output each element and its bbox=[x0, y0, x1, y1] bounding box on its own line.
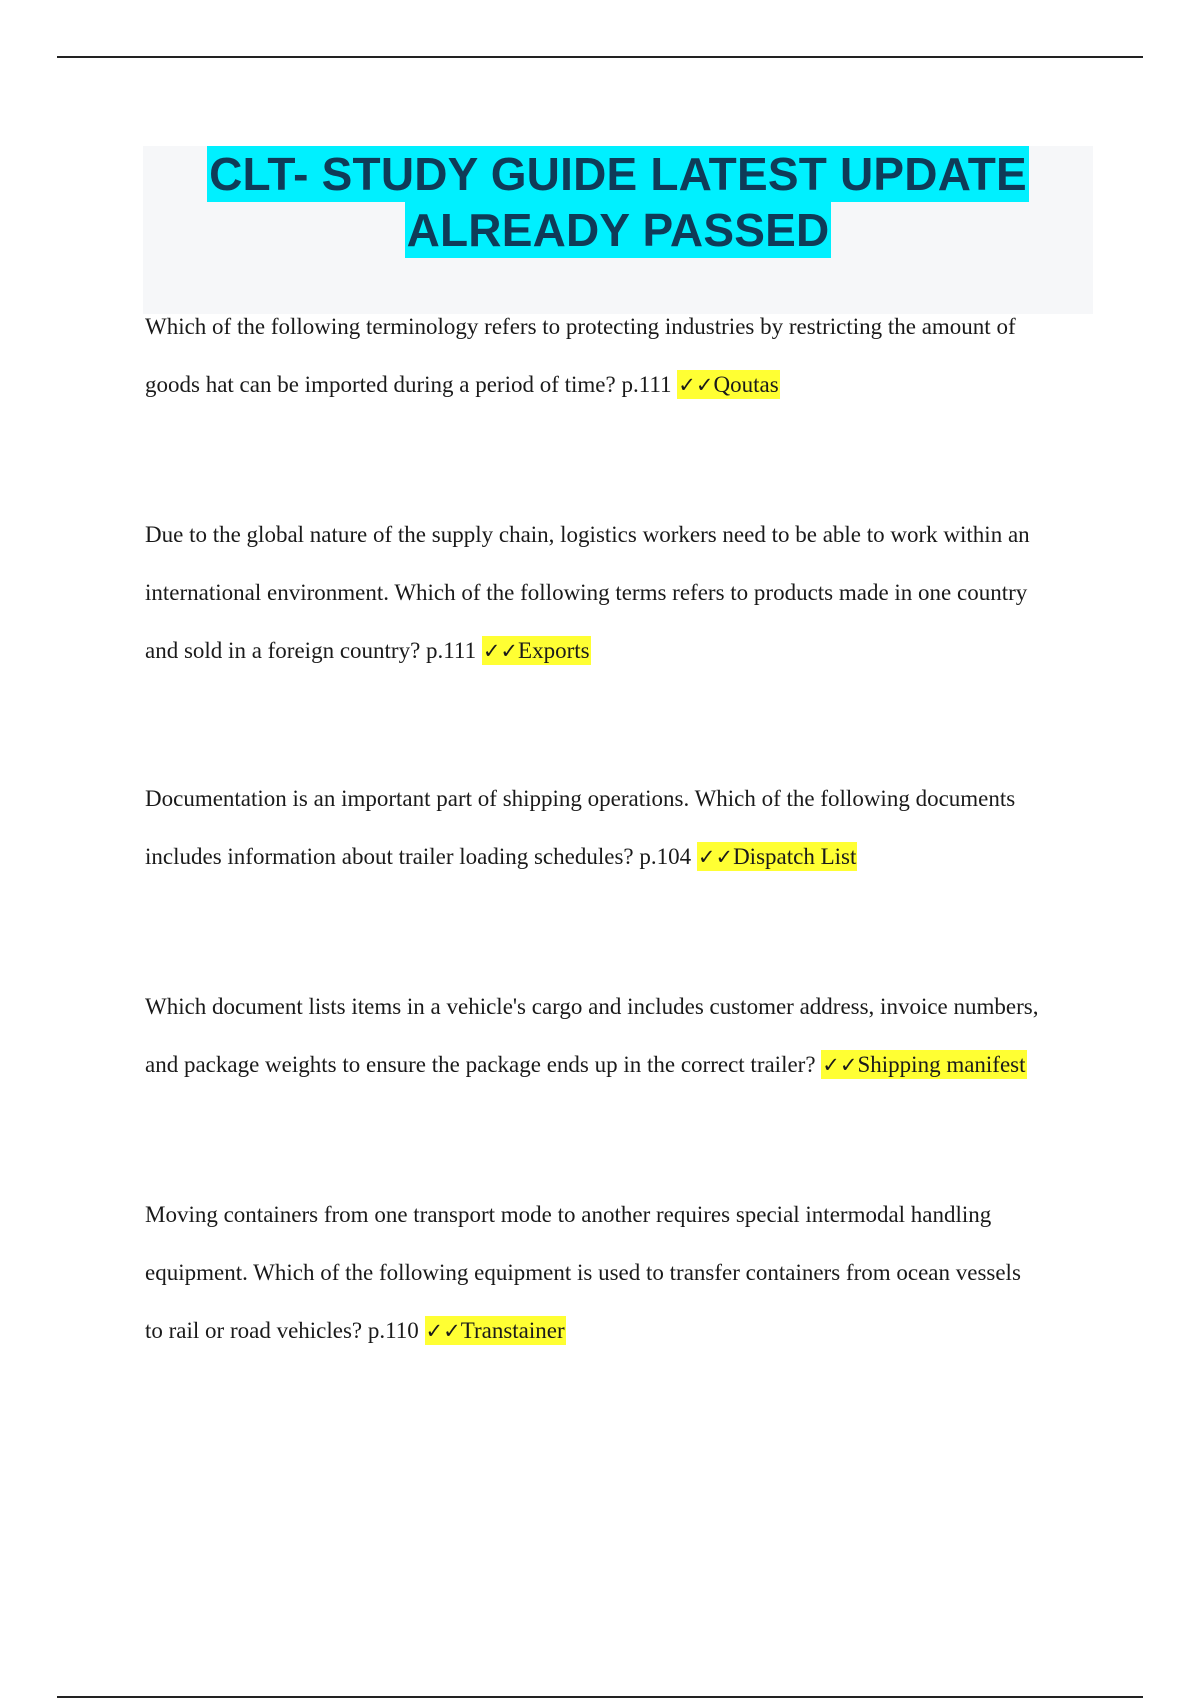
question-text-line: Which of the following terminology refers to protecting industries by restricting the amount of bbox=[145, 314, 1016, 339]
top-rule bbox=[57, 56, 1143, 58]
answer-highlight bbox=[425, 1316, 566, 1345]
question-block-5 bbox=[145, 1186, 1095, 1360]
question-text-line: and package weights to ensure the package ends up in the correct trailer? bbox=[145, 1052, 822, 1077]
question-block-2 bbox=[145, 506, 1095, 680]
question-text-line: goods hat can be imported during a period of time? p.111 bbox=[145, 372, 678, 397]
question-block-3 bbox=[145, 770, 1095, 886]
question-block-1 bbox=[145, 298, 1095, 414]
answer-text: Exports bbox=[518, 638, 590, 663]
question-text-line: Moving containers from one transport mode to another requires special intermodal handling bbox=[145, 1202, 992, 1227]
double-check-icon: ✓✓ bbox=[482, 639, 519, 663]
question-text-line: equipment. Which of the following equipment is used to transfer containers from ocean vessels bbox=[145, 1260, 1021, 1285]
double-check-icon: ✓✓ bbox=[678, 373, 714, 397]
answer-highlight bbox=[482, 636, 591, 665]
question-text-line: international environment. Which of the following terms refers to products made in one country bbox=[145, 580, 1028, 605]
question-text-line: to rail or road vehicles? p.110 bbox=[145, 1318, 425, 1343]
answer-highlight bbox=[677, 370, 779, 399]
question-text-line: Due to the global nature of the supply chain, logistics workers need to be able to work within an bbox=[145, 522, 1030, 547]
bottom-rule bbox=[57, 1696, 1143, 1698]
answer-highlight bbox=[821, 1050, 1026, 1079]
answer-highlight bbox=[697, 842, 858, 871]
answer-text: Shipping manifest bbox=[857, 1052, 1026, 1077]
double-check-icon: ✓✓ bbox=[822, 1053, 858, 1077]
document-title-line-2: ALREADY PASSED bbox=[406, 204, 830, 256]
answer-text: Qoutas bbox=[713, 372, 779, 397]
question-text-line: includes information about trailer loading schedules? p.104 bbox=[145, 844, 697, 869]
question-block-4 bbox=[145, 978, 1095, 1094]
question-text-line: Documentation is an important part of shipping operations. Which of the following documents bbox=[145, 786, 1016, 811]
answer-text: Transtainer bbox=[460, 1318, 565, 1343]
double-check-icon: ✓✓ bbox=[697, 845, 734, 869]
question-text-line: and sold in a foreign country? p.111 bbox=[145, 638, 482, 663]
double-check-icon: ✓✓ bbox=[425, 1319, 461, 1343]
answer-text: Dispatch List bbox=[733, 844, 857, 869]
title-banner bbox=[143, 146, 1093, 314]
document-title-line-1: CLT- STUDY GUIDE LATEST UPDATE bbox=[209, 148, 1027, 200]
question-text-line: Which document lists items in a vehicle's cargo and includes customer address, invoice numbers, bbox=[145, 994, 1039, 1019]
